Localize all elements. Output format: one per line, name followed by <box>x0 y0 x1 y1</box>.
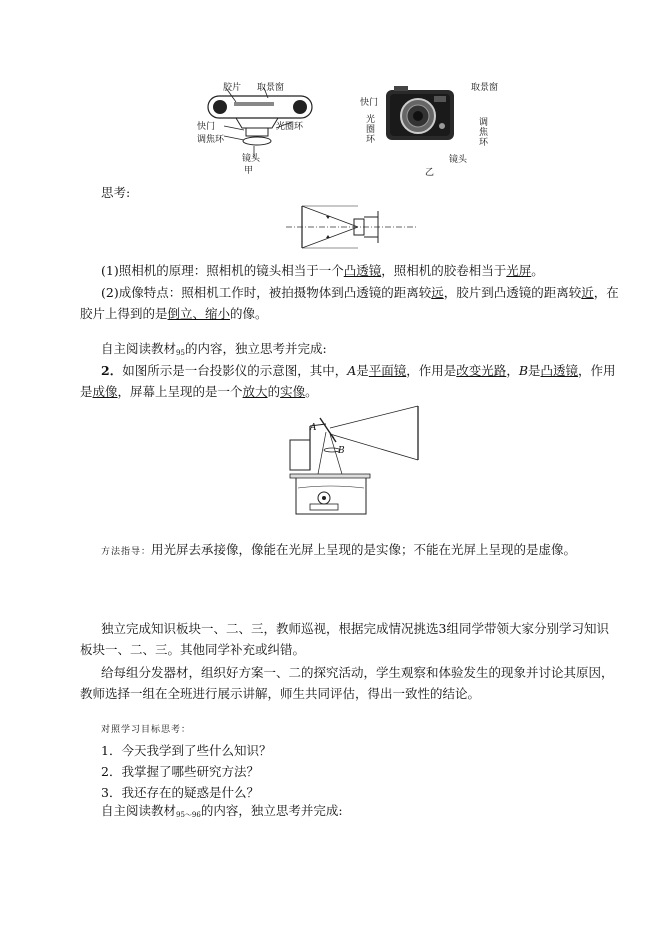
p2-line2: 是成像，屏幕上呈现的是一个放大的实像。 <box>80 384 318 399</box>
q1-line: (1)照相机的原理：照相机的镜头相当于一个凸透镜，照相机的胶卷相当于光屏。 <box>101 263 544 278</box>
q2-line1: (2)成像特点：照相机工作时，被拍摄物体到凸透镜的距离较远，胶片到凸透镜的距离较近，在 <box>101 285 619 300</box>
para2-line1: 给每组分发器材，组织好方案一、二的探究活动，学生观察和体验发生的现象并讨论其原因， <box>101 665 614 680</box>
yi-label-viewfinder: 取景窗 <box>471 83 499 93</box>
para1-line2: 板块一、二、三。其他同学补充或纠错。 <box>80 642 306 657</box>
projector-label-a: A <box>310 423 317 433</box>
method-guidance: 方法指导：用光屏去承接像，像能在光屏上呈现的是实像；不能在光屏上呈现的是虚像。 <box>101 542 577 557</box>
reflect-label: 对照学习目标思考： <box>101 725 192 735</box>
jia-label-lens: 镜头 <box>242 154 261 164</box>
yi-label-lens: 镜头 <box>449 155 468 165</box>
jia-label-focus-ring: 调焦环 <box>197 135 225 145</box>
p2-line1: 2．如图所示是一台投影仪的示意图，其中，A是平面镜，作用是改变光路，B是凸透镜，作用 <box>101 363 616 378</box>
para2-line2: 教师选择一组在全班进行展示讲解，师生共同评估，得出一致性的结论。 <box>80 686 481 701</box>
read-instruction-2: 自主阅读教材$_{95\sim 96}$的内容，独立思考并完成: <box>101 803 343 819</box>
yi-label-aperture-ring: 光圈环 <box>366 115 376 145</box>
jia-label-viewfinder: 取景窗 <box>257 83 285 93</box>
reflect-item: 1．今天我学到了些什么知识？ <box>101 743 272 758</box>
q2-line2: 胶片上得到的是倒立、缩小的像。 <box>80 306 268 321</box>
yi-label-shutter: 快门 <box>360 98 379 108</box>
projector-diagram <box>280 404 430 522</box>
jia-label-film: 胶片 <box>223 83 242 93</box>
think-label: 思考: <box>101 185 131 200</box>
camera-photo-yi <box>380 82 460 150</box>
yi-label-focus-ring: 调焦环 <box>479 118 489 148</box>
jia-label-shutter: 快门 <box>197 122 216 132</box>
reflect-item: 2．我掌握了哪些研究方法？ <box>101 764 259 779</box>
yi-caption: 乙 <box>425 168 435 178</box>
read-instruction-1: 自主阅读教材$_{95}$的内容，独立思考并完成: <box>101 341 327 357</box>
camera-ray-diagram <box>282 203 422 253</box>
jia-label-aperture-ring: 光圈环 <box>276 122 304 132</box>
projector-label-b: B <box>338 446 345 456</box>
para1-line1: 独立完成知识板块一、二、三，教师巡视，根据完成情况挑选3组同学带领大家分别学习知识 <box>101 621 609 636</box>
reflect-item: 3．我还存在的疑惑是什么？ <box>101 785 259 800</box>
jia-caption: 甲 <box>244 166 254 176</box>
